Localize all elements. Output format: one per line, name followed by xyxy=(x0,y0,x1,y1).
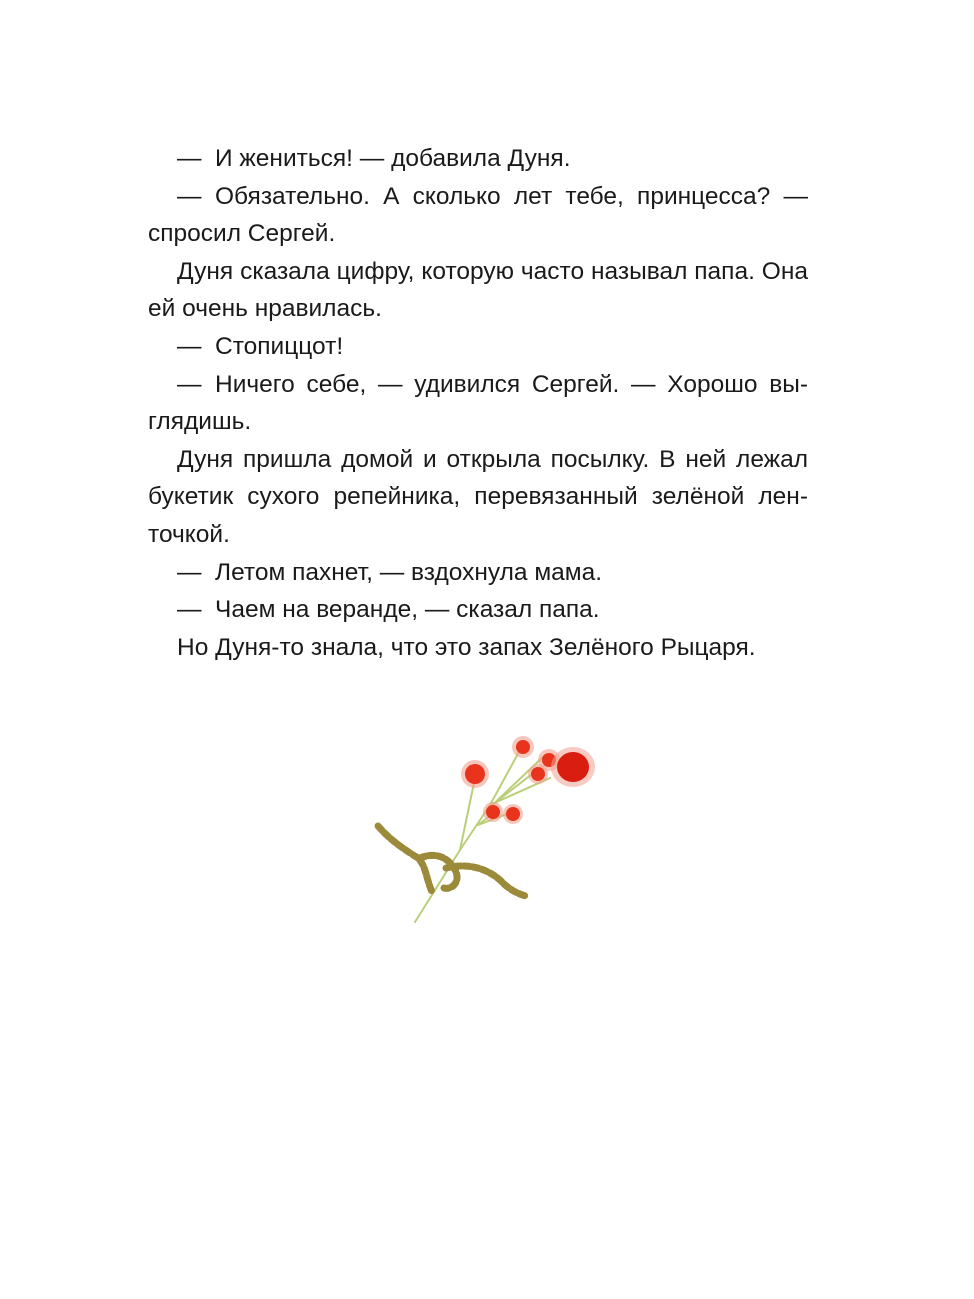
paragraph-text: Летом пахнет, — вздохнула мама. xyxy=(215,558,603,586)
paragraph-text: Стопиццот! xyxy=(215,332,344,360)
flower-icon xyxy=(503,804,523,824)
paragraph-text: Чаем на веранде, — сказал папа. xyxy=(215,596,600,624)
flower-icon xyxy=(483,802,503,822)
paragraph-9 xyxy=(148,629,808,667)
dialog-dash: — xyxy=(177,145,202,172)
flower-icon xyxy=(512,736,534,758)
paragraph-text: И жениться! — добавила Дуня. xyxy=(215,145,571,172)
paragraph-text: Дуня сказала цифру, которую часто называл папа. Она ей очень нравилась. xyxy=(148,257,808,323)
paragraph-7 xyxy=(148,554,808,592)
paragraph-3 xyxy=(148,253,808,328)
paragraph-text: Но Дуня-то знала, что это запах Зелёного Рыцаря. xyxy=(177,633,756,661)
paragraph-text: Дуня пришла домой и открыла посылку. В ней лежал букетик сухого репейника, перевязанный зелёной ленточкой. xyxy=(148,445,808,548)
flower-heads xyxy=(461,736,595,824)
paragraph-1 xyxy=(148,140,808,178)
flower-icon xyxy=(528,764,548,784)
dialog-dash: — xyxy=(177,182,202,210)
bouquet-svg xyxy=(360,700,620,980)
ribbon-icon xyxy=(378,826,526,896)
flower-icon xyxy=(461,760,489,788)
paragraph-2 xyxy=(148,178,808,253)
paragraph-8 xyxy=(148,591,808,629)
page-text xyxy=(148,140,808,666)
paragraph-text: Обязательно. А сколько лет тебе, принцесса? — спросил Сергей. xyxy=(148,182,808,248)
dialog-dash: — xyxy=(177,370,202,398)
flower-icon xyxy=(551,747,595,787)
dialog-dash: — xyxy=(177,558,202,586)
paragraph-5 xyxy=(148,366,808,441)
paragraph-text: Ничего себе, — удивился Сергей. — Хорошо выглядишь. xyxy=(148,370,808,436)
dialog-dash: — xyxy=(177,596,202,624)
paragraph-4 xyxy=(148,328,808,366)
burdock-bouquet-illustration xyxy=(360,700,620,980)
dialog-dash: — xyxy=(177,332,202,360)
paragraph-6 xyxy=(148,441,808,554)
